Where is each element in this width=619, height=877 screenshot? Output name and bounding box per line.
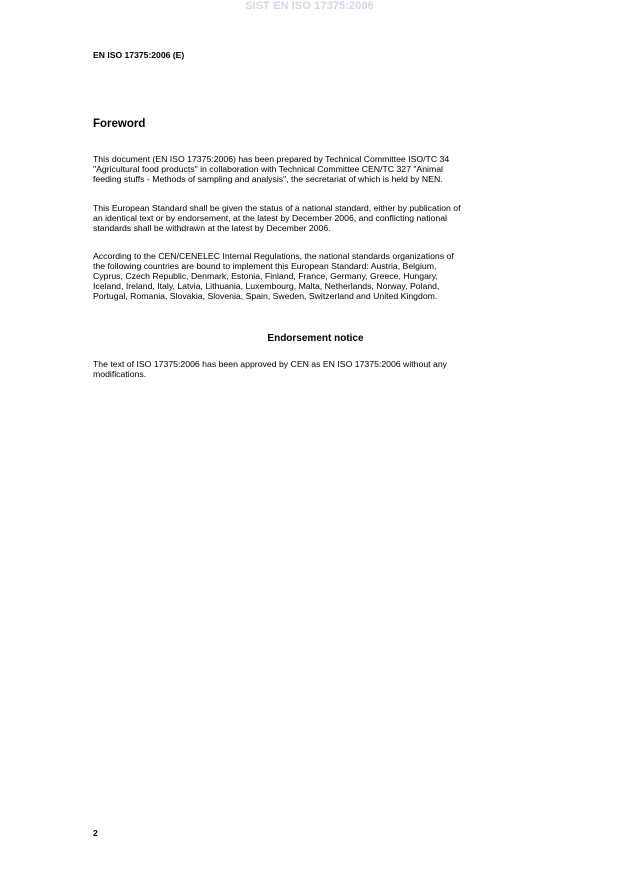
foreword-paragraph-2 [93, 203, 553, 233]
text-line: an identical text or by endorsement, at the latest by December 2006, and conflicting national [93, 213, 447, 223]
foreword-paragraph-3 [93, 251, 553, 301]
text-line: the following countries are bound to implement this European Standard: Austria, Belgium, [93, 261, 437, 271]
watermark-text: SIST EN ISO 17375:2006 [245, 0, 374, 12]
text-line: "Agricultural food products" in collaboration with Technical Committee CEN/TC 327 "Animal [93, 164, 443, 174]
text-line: Portugal, Romania, Slovakia, Slovenia, Spain, Sweden, Switzerland and United Kingdom. [93, 291, 438, 301]
endorsement-heading: Endorsement notice [267, 333, 364, 344]
text-line: The text of ISO 17375:2006 has been approved by CEN as EN ISO 17375:2006 without any [93, 359, 448, 369]
endorsement-paragraph [93, 359, 553, 379]
text-line: standards shall be withdrawn at the latest by December 2006. [93, 223, 331, 233]
text-line: This document (EN ISO 17375:2006) has been prepared by Technical Committee ISO/TC 34 [93, 154, 450, 164]
text-line: feeding stuffs - Methods of sampling and analysis", the secretariat of which is held by NEN. [93, 174, 443, 184]
text-line: Cyprus, Czech Republic, Denmark, Estonia, Finland, France, Germany, Greece, Hungary, [93, 271, 438, 281]
page-number: 2 [93, 828, 98, 838]
text-line: This European Standard shall be given the status of a national standard, either by publication of [93, 203, 461, 213]
document-identifier: EN ISO 17375:2006 (E) [93, 50, 185, 60]
foreword-heading: Foreword [93, 118, 146, 130]
text-line: Iceland, Ireland, Italy, Latvia, Lithuania, Luxembourg, Malta, Netherlands, Norway, Poland, [93, 281, 440, 291]
foreword-paragraph-1 [93, 154, 553, 184]
text-line: According to the CEN/CENELEC Internal Regulations, the national standards organizations of [93, 251, 454, 261]
text-line: modifications. [93, 369, 147, 379]
